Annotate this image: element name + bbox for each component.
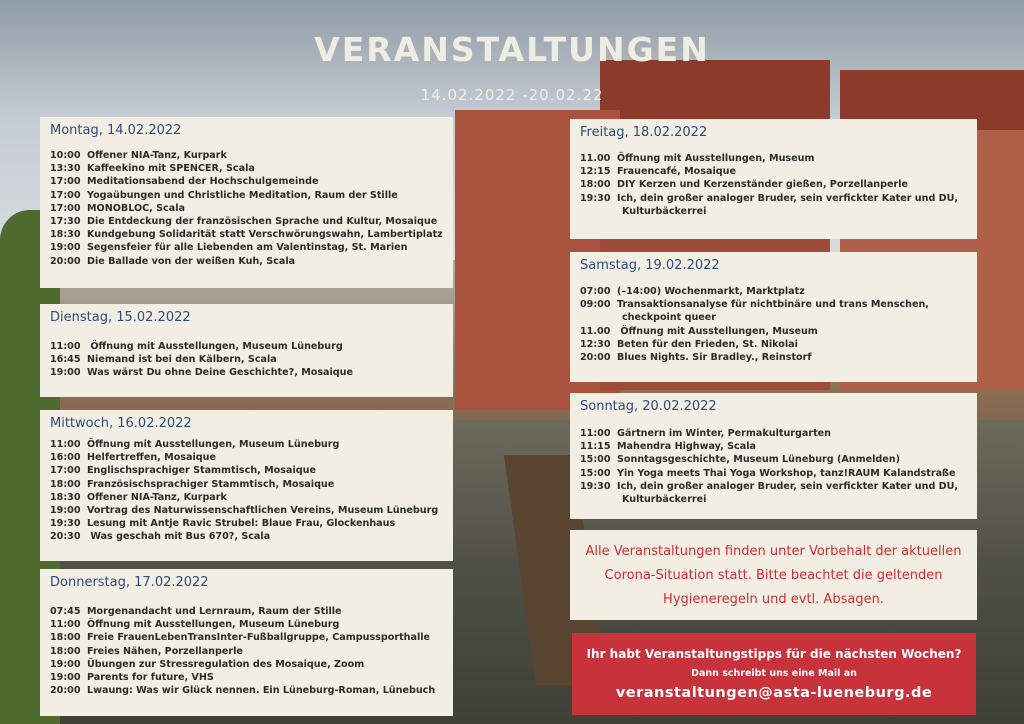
event-title: Was wärst Du ohne Deine Geschichte?, Mosaique — [87, 367, 354, 379]
event-item — [50, 255, 443, 268]
day-heading: Samstag, 19.02.2022 — [580, 258, 720, 273]
event-item — [50, 684, 435, 697]
day-heading: Dienstag, 15.02.2022 — [50, 310, 191, 325]
event-item — [580, 467, 958, 480]
corona-notice — [570, 530, 977, 620]
event-time: 15:00 — [580, 454, 611, 466]
event-item — [50, 438, 438, 451]
event-time: 20:30 — [50, 531, 81, 543]
event-time: 17:00 — [50, 176, 81, 188]
day-card-saturday — [570, 252, 977, 382]
event-item — [50, 478, 438, 491]
event-title: Meditationsabend der Hochschulgemeinde — [87, 176, 319, 188]
day-card-thursday — [40, 569, 453, 716]
event-title: Morgenandacht und Lernraum, Raum der Stille — [87, 606, 342, 617]
event-title: Mahendra Highway, Scala — [617, 441, 756, 453]
event-item — [580, 351, 929, 364]
day-heading: Mittwoch, 16.02.2022 — [50, 416, 192, 431]
tips-heading: Ihr habt Veranstaltungstipps für die nächsten Wochen? — [586, 647, 962, 661]
event-item — [50, 618, 435, 631]
event-item — [580, 152, 958, 165]
event-item — [580, 427, 958, 440]
event-time: 20:00 — [50, 255, 81, 267]
event-title: Öffnung mit Ausstellungen, Museum Lüneburg — [87, 439, 340, 450]
event-list — [50, 438, 438, 544]
event-time: 12:15 — [580, 166, 611, 178]
event-item — [580, 285, 929, 298]
event-item — [580, 311, 929, 324]
event-item — [580, 192, 958, 205]
event-list — [580, 285, 929, 364]
event-item — [50, 366, 353, 379]
event-item — [580, 165, 958, 178]
event-time: 19:30 — [50, 518, 81, 530]
event-title: Die Entdeckung der französischen Sprache und Kultur, Mosaique — [87, 216, 438, 228]
event-title: Englischsprachiger Stammtisch, Mosaique — [87, 465, 316, 477]
event-item — [50, 189, 443, 202]
tips-subtext: Dann schreibt uns eine Mail an — [691, 668, 857, 679]
day-card-friday — [570, 119, 977, 239]
event-time: 19:00 — [50, 367, 81, 379]
event-title: Öffnung mit Ausstellungen, Museum — [617, 325, 818, 337]
event-title: (–14:00) Wochenmarkt, Marktplatz — [617, 286, 805, 297]
event-item — [50, 340, 353, 353]
event-time: 19:30 — [580, 480, 611, 492]
event-time: 13:30 — [50, 163, 81, 175]
event-title: MONOBLOC, Scala — [87, 202, 185, 214]
event-title: Offener NIA-Tanz, Kurpark — [87, 491, 227, 503]
day-card-sunday — [570, 393, 977, 519]
event-time: 10:00 — [50, 150, 81, 161]
day-heading: Donnerstag, 17.02.2022 — [50, 575, 209, 590]
event-list — [50, 340, 353, 380]
event-item — [50, 517, 438, 530]
event-title: Segensfeier für alle Liebenden am Valentinstag, St. Marien — [87, 242, 408, 254]
corona-notice-text: Alle Veranstaltungen finden unter Vorbehalt der aktuellen Corona-Situation statt. Bitte beachtet die geltenden Hygieneregeln und evtl. Absagen. — [585, 544, 962, 607]
day-card-monday — [40, 117, 453, 288]
event-time: 18:30 — [50, 491, 81, 503]
event-time: 19:00 — [50, 242, 81, 254]
event-title: Kundgebung Solidarität statt Verschwörungswahn, Lambertiplatz — [87, 229, 443, 241]
event-item — [50, 504, 438, 517]
event-time: 11:15 — [580, 441, 611, 453]
event-time: 17:30 — [50, 216, 81, 228]
event-item — [580, 178, 958, 191]
event-title: Sonntagsgeschichte, Museum Lüneburg (Anmelden) — [617, 454, 900, 466]
event-item — [50, 645, 435, 658]
event-list — [50, 149, 443, 268]
event-title: Was geschah mit Bus 670?, Scala — [87, 531, 271, 543]
event-item — [50, 464, 438, 477]
event-time: 18:30 — [50, 229, 81, 241]
event-time: 11:00 — [580, 428, 611, 439]
event-title: Französischsprachiger Stammtisch, Mosaique — [87, 478, 335, 490]
event-item — [50, 228, 443, 241]
day-heading: Freitag, 18.02.2022 — [580, 125, 708, 140]
event-item — [50, 162, 443, 175]
event-time: 15:00 — [580, 467, 611, 479]
event-item — [50, 631, 435, 644]
event-time: 07:45 — [50, 606, 81, 617]
day-card-tuesday — [40, 304, 453, 397]
event-item — [50, 530, 438, 543]
event-time: 11:00 — [50, 439, 81, 450]
event-title: checkpoint queer — [622, 312, 717, 324]
event-item — [50, 149, 443, 162]
event-item — [50, 202, 443, 215]
event-time: 19:00 — [50, 658, 81, 670]
event-item — [580, 480, 958, 493]
event-time: 11:00 — [50, 619, 81, 631]
date-range: 14.02.2022 -20.02.22 — [420, 86, 604, 104]
event-title: Lwaung: Was wir Glück nennen. Ein Lüneburg-Roman, Lünebuch — [87, 685, 436, 697]
event-list — [580, 152, 958, 218]
event-title: Vortrag des Naturwissenschaftlichen Vereins, Museum Lüneburg — [87, 505, 439, 517]
event-title: Gärtnern im Winter, Permakulturgarten — [617, 428, 832, 439]
event-title: Öffnung mit Ausstellungen, Museum Lüneburg — [87, 619, 340, 631]
event-list — [580, 427, 958, 506]
event-item — [50, 353, 353, 366]
event-title: Ich, dein großer analoger Bruder, sein verfickter Kater und DU, — [617, 192, 959, 204]
event-time: 16:45 — [50, 354, 81, 366]
event-title: Die Ballade von der weißen Kuh, Scala — [87, 255, 296, 267]
event-title: Parents for future, VHS — [87, 672, 214, 684]
event-item — [580, 440, 958, 453]
event-time: 19:00 — [50, 672, 81, 684]
event-item — [580, 298, 929, 311]
event-title: Beten für den Frieden, St. Nikolai — [617, 338, 798, 350]
day-heading: Montag, 14.02.2022 — [50, 123, 182, 138]
event-item — [50, 451, 438, 464]
event-title: Öffnung mit Ausstellungen, Museum — [617, 153, 815, 164]
event-time: 19:30 — [580, 192, 611, 204]
event-title: Kulturbäckerrei — [622, 205, 707, 217]
event-title: DIY Kerzen und Kerzenständer gießen, Porzellanperle — [617, 179, 909, 191]
event-title: Transaktionsanalyse für nichtbinäre und trans Menschen, — [617, 299, 929, 311]
event-title: Kaffeekino mit SPENCER, Scala — [87, 163, 255, 175]
event-time: 17:00 — [50, 465, 81, 477]
event-time: 11:00 — [50, 341, 81, 352]
event-time: 18:00 — [580, 179, 611, 191]
event-title: Yin Yoga meets Thai Yoga Workshop, tanz!RAUM Kalandstraße — [617, 467, 956, 479]
event-title: Kulturbäckerrei — [622, 494, 707, 506]
event-item — [50, 491, 438, 504]
event-title: Frauencafé, Mosaique — [617, 166, 736, 178]
event-time: 18:00 — [50, 478, 81, 490]
event-title: Öffnung mit Ausstellungen, Museum Lüneburg — [87, 341, 343, 352]
event-title: Helfertreffen, Mosaique — [87, 452, 216, 464]
event-time: 19:00 — [50, 505, 81, 517]
event-list — [50, 605, 435, 697]
event-time: 17:00 — [50, 202, 81, 214]
event-item — [50, 175, 443, 188]
event-time: 18:00 — [50, 645, 81, 657]
day-card-wednesday — [40, 410, 453, 561]
event-time: 09:00 — [580, 299, 611, 311]
event-time: 20:00 — [580, 352, 611, 364]
event-item — [50, 241, 443, 254]
event-item — [580, 338, 929, 351]
event-time: 16:00 — [50, 452, 81, 464]
event-title: Freies Nähen, Porzellanperle — [87, 645, 243, 657]
tips-email[interactable]: veranstaltungen@asta-lueneburg.de — [615, 685, 933, 701]
event-item — [580, 453, 958, 466]
day-heading: Sonntag, 20.02.2022 — [580, 399, 717, 414]
event-time: 11.00 — [580, 153, 611, 164]
event-item — [580, 325, 929, 338]
event-time: 12:30 — [580, 338, 611, 350]
event-title: Übungen zur Stressregulation des Mosaique, Zoom — [87, 658, 365, 670]
page-title: VERANSTALTUNGEN — [314, 30, 710, 69]
event-item — [50, 605, 435, 618]
event-item — [50, 671, 435, 684]
event-title: Freie FrauenLebenTransInter-Fußballgruppe, Campussporthalle — [87, 632, 431, 644]
event-time: 07:00 — [580, 286, 611, 297]
event-time: 18:00 — [50, 632, 81, 644]
event-item — [50, 215, 443, 228]
event-item — [580, 493, 958, 506]
event-title: Offener NIA-Tanz, Kurpark — [87, 150, 227, 161]
event-title: Blues Nights. Sir Bradley., Reinstorf — [617, 352, 812, 364]
tips-banner — [572, 633, 976, 715]
event-time: 11.00 — [580, 325, 611, 337]
event-title: Yogaübungen und Christliche Meditation, Raum der Stille — [87, 189, 398, 201]
event-item — [580, 205, 958, 218]
event-title: Ich, dein großer analoger Bruder, sein verfickter Kater und DU, — [617, 480, 959, 492]
event-time: 17:00 — [50, 189, 81, 201]
event-title: Niemand ist bei den Kälbern, Scala — [87, 354, 277, 366]
event-item — [50, 658, 435, 671]
event-time: 20:00 — [50, 685, 81, 697]
event-title: Lesung mit Antje Ravic Strubel: Blaue Frau, Glockenhaus — [87, 518, 396, 530]
